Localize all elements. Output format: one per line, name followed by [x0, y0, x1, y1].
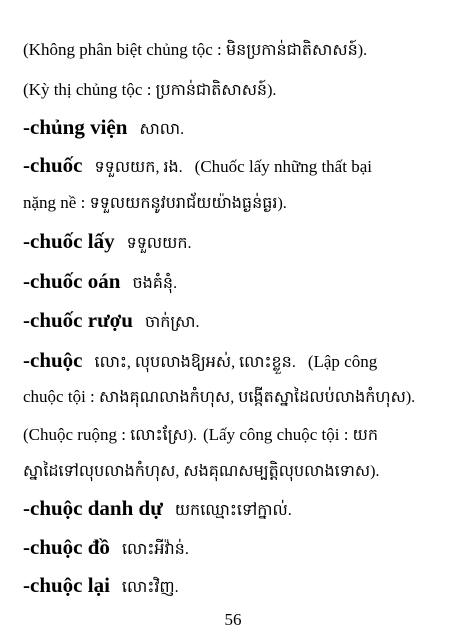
headword: -chuộc đồ [23, 536, 110, 559]
khmer-definition: ចាក់ស្រា. [144, 314, 200, 331]
vietnamese-text: (Không phân biệt chủng tộc : [23, 40, 227, 59]
khmer-text: លោះស្រែ). [130, 427, 198, 444]
page-number: 56 [224, 610, 242, 629]
headword: -chuộc danh dự [23, 497, 163, 520]
headword: -chuốc lấy [23, 230, 115, 253]
khmer-text: ទទួលយកនូវបរាជ័យយ៉ាងធ្ងន់ធ្ងរ). [89, 195, 287, 212]
headword: -chuộc [23, 349, 83, 372]
khmer-text: សាងគុណលាងកំហុស, បង្កើតស្នាដៃលប់លាងកំហុស). [99, 389, 416, 406]
khmer-definition: ចងគំនុំ. [132, 275, 178, 292]
entry-line [23, 386, 450, 409]
example-text: (Lập công [307, 352, 378, 371]
khmer-text: យក [352, 427, 379, 444]
entry-line [23, 424, 450, 447]
entry-line [23, 116, 450, 141]
entry-line [23, 574, 450, 599]
entry-line [23, 349, 450, 374]
entry-line [23, 497, 450, 522]
headword: -chủng viện [23, 116, 128, 139]
khmer-definition: ទទួលយក. [126, 235, 192, 252]
khmer-definition: សាលា. [139, 121, 185, 138]
khmer-text: មិនប្រកាន់ជាតិសាសន៍). [226, 42, 368, 59]
khmer-definition: លោះអីវ៉ាន់. [121, 541, 189, 558]
khmer-definition: លោះវិញ. [121, 579, 179, 596]
entry-line [23, 79, 450, 102]
entry-line [23, 154, 450, 179]
khmer-definition: យកឈ្មោះទៅក្នាល់. [174, 502, 292, 519]
entry-line [23, 192, 450, 215]
khmer-definition: លោះ, លុបលាងឱ្យអស់, លោះខ្លួន. [94, 354, 296, 371]
khmer-text: ស្នាដៃទៅលុបលាងកំហុស, សងគុណសម្បត្តិលុបលាងទោស). [23, 463, 380, 480]
vietnamese-text: nặng nề : [23, 193, 90, 212]
vietnamese-text: (Lấy công chuộc tội : [203, 425, 353, 444]
vietnamese-text: (Kỳ thị chủng tộc : [23, 80, 156, 99]
headword: -chuốc [23, 154, 83, 177]
entry-line [23, 536, 450, 561]
headword: -chuộc lại [23, 574, 110, 597]
entry-line [23, 309, 450, 334]
example-text: (Chuốc lấy những thất bại [194, 157, 372, 176]
entry-line [23, 460, 450, 483]
entry-line [23, 270, 450, 295]
entry-line [23, 230, 450, 255]
headword: -chuốc rượu [23, 309, 133, 332]
vietnamese-text: (Chuộc ruộng : [23, 425, 131, 444]
entry-line [23, 39, 450, 62]
vietnamese-text: chuộc tội : [23, 387, 100, 406]
khmer-text: ប្រកាន់ជាតិសាសន៍). [155, 82, 277, 99]
headword: -chuốc oán [23, 270, 121, 293]
khmer-definition: ទទួលយក, រង. [94, 159, 183, 176]
